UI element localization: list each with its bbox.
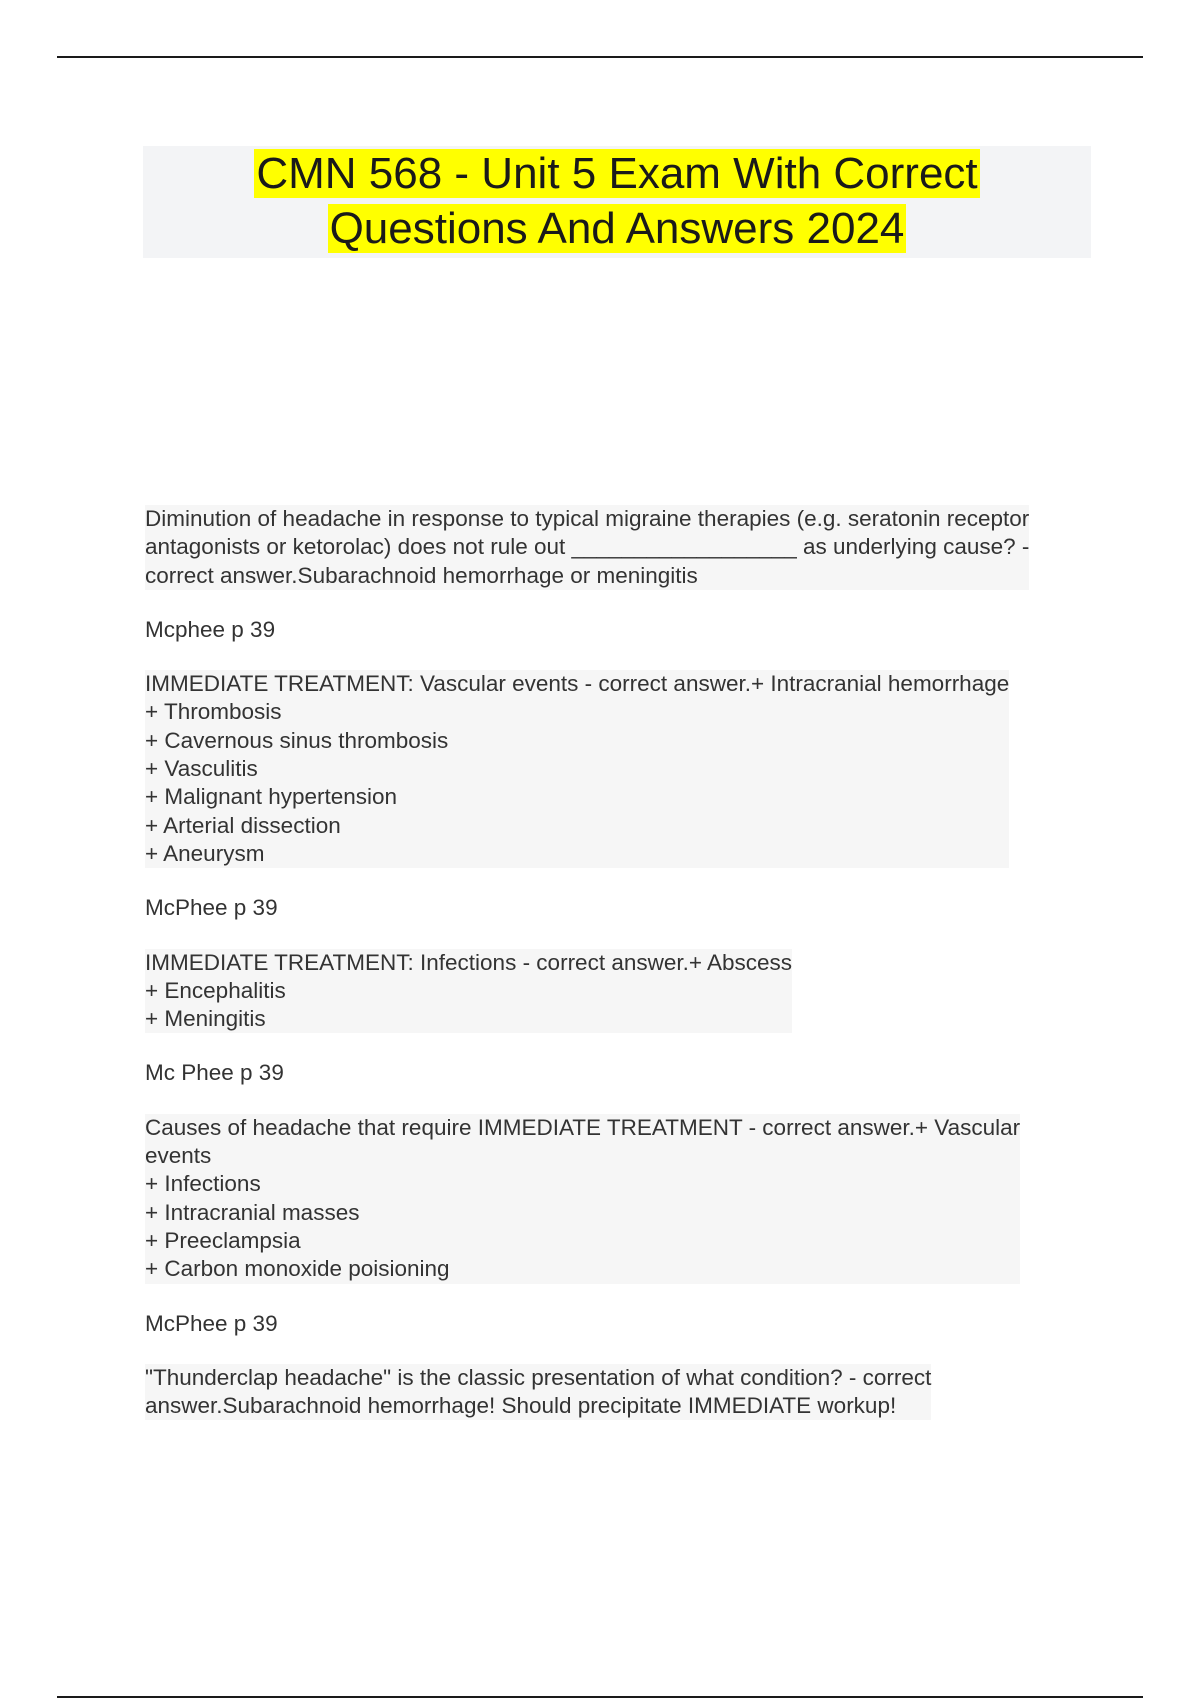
qa-line: + Infections — [145, 1171, 261, 1197]
qa-entry — [145, 505, 1029, 590]
qa-line: "Thunderclap headache" is the classic presentation of what condition? - correct — [145, 1364, 932, 1390]
qa-line: events — [145, 1143, 212, 1169]
title-line-1: CMN 568 - Unit 5 Exam With Correct — [256, 149, 978, 198]
qa-entry — [145, 949, 792, 1034]
reference-note: Mcphee p 39 — [145, 616, 276, 642]
qa-line: + Malignant hypertension — [145, 784, 398, 810]
reference-note: McPhee p 39 — [145, 895, 278, 921]
qa-line: + Thrombosis — [145, 699, 282, 725]
qa-line: answer.Subarachnoid hemorrhage! Should precipitate IMMEDIATE workup! — [145, 1393, 897, 1419]
document-title — [143, 146, 1091, 258]
qa-line: + Arterial dissection — [145, 812, 341, 838]
header-rule — [57, 56, 1143, 58]
qa-line: + Intracranial masses — [145, 1199, 360, 1225]
qa-line: Causes of headache that require IMMEDIATE TREATMENT - correct answer.+ Vascular — [145, 1114, 1021, 1140]
qa-entry — [145, 670, 1009, 868]
qa-content — [145, 505, 1095, 1420]
qa-line: + Preeclampsia — [145, 1227, 301, 1253]
reference-note: Mc Phee p 39 — [145, 1060, 284, 1086]
qa-line: + Carbon monoxide poisioning — [145, 1256, 450, 1282]
qa-entry — [145, 1114, 1020, 1284]
reference-note: McPhee p 39 — [145, 1310, 278, 1336]
qa-line: Diminution of headache in response to typical migraine therapies (e.g. seratonin receptor — [145, 506, 1030, 531]
qa-line: antagonists or ketorolac) does not rule out __________________ as underlying cause? - — [145, 534, 1030, 560]
title-line-2: Questions And Answers 2024 — [329, 204, 905, 253]
qa-line: + Encephalitis — [145, 977, 286, 1003]
qa-line: + Aneurysm — [145, 840, 265, 866]
qa-line: correct answer.Subarachnoid hemorrhage or meningitis — [145, 562, 698, 588]
qa-line: IMMEDIATE TREATMENT: Vascular events - correct answer.+ Intracranial hemorrhage — [145, 671, 1010, 697]
footer-rule — [57, 1696, 1143, 1698]
qa-line: IMMEDIATE TREATMENT: Infections - correct answer.+ Abscess — [145, 949, 793, 975]
qa-line: + Vasculitis — [145, 756, 258, 782]
qa-entry — [145, 1364, 931, 1421]
qa-line: + Cavernous sinus thrombosis — [145, 727, 449, 753]
qa-line: + Meningitis — [145, 1006, 266, 1032]
